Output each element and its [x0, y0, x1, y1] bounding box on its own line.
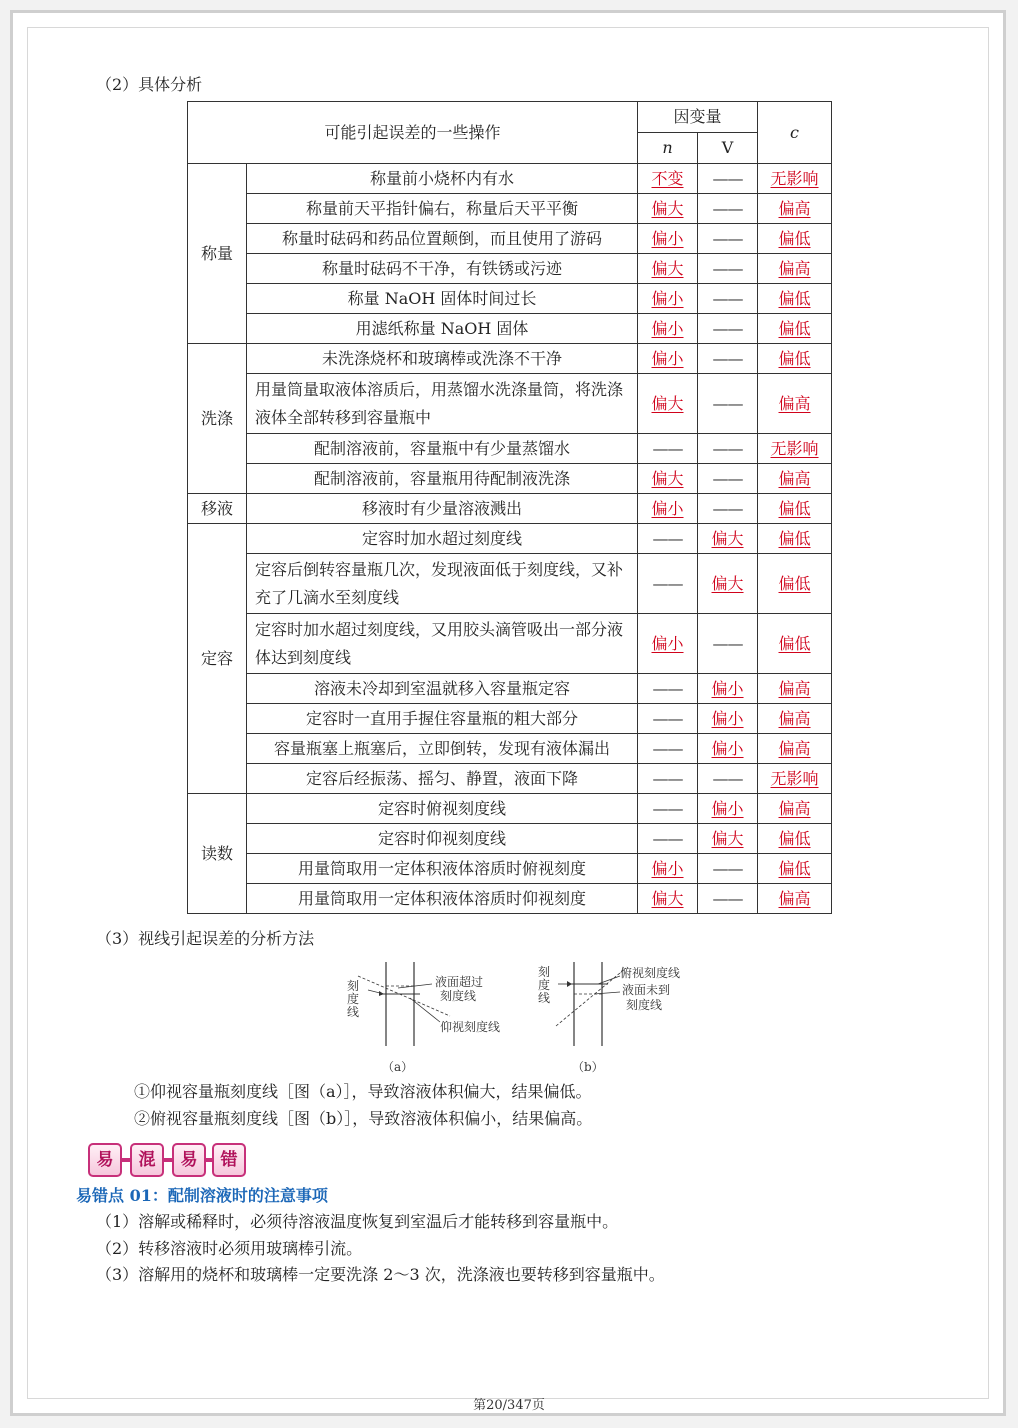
n-effect-cell — [638, 224, 698, 254]
table-row — [188, 254, 832, 284]
c-effect-cell — [758, 344, 832, 374]
c-effect-value: 偏高 — [778, 469, 811, 488]
n-effect-cell — [638, 464, 698, 494]
v-effect-value: —— — [712, 229, 743, 248]
table-body — [188, 164, 832, 914]
n-effect-value: —— — [652, 574, 683, 593]
table-row — [188, 434, 832, 464]
n-effect-cell — [638, 494, 698, 524]
c-effect-cell — [758, 254, 832, 284]
n-effect-cell — [638, 734, 698, 764]
c-effect-value: 偏低 — [778, 859, 811, 878]
v-effect-value: 偏大 — [711, 529, 744, 548]
table-row — [188, 314, 832, 344]
table-row — [188, 224, 832, 254]
v-effect-cell — [698, 374, 758, 434]
n-effect-cell — [638, 614, 698, 674]
c-effect-value: 偏低 — [778, 499, 811, 518]
v-effect-cell — [698, 854, 758, 884]
badge-hun: 混 — [130, 1143, 164, 1177]
figure-b-label-mid2: 刻度线 — [626, 998, 663, 1012]
figure-b-caption: （b） — [572, 1060, 604, 1074]
c-effect-cell — [758, 434, 832, 464]
v-effect-value: —— — [712, 769, 743, 788]
c-effect-cell — [758, 554, 832, 614]
c-effect-cell — [758, 494, 832, 524]
n-effect-value: —— — [652, 529, 683, 548]
c-effect-value: 偏低 — [778, 319, 811, 338]
group-label: 定容 — [188, 524, 247, 794]
n-effect-value: 偏小 — [651, 319, 684, 338]
v-effect-value: —— — [712, 199, 743, 218]
v-effect-value: —— — [712, 394, 743, 413]
c-effect-cell — [758, 284, 832, 314]
operation-cell: 称量前小烧杯内有水 — [247, 164, 638, 194]
c-effect-cell — [758, 854, 832, 884]
note-2: ②俯视容量瓶刻度线［图（b）］，导致溶液体积偏小，结果偏高。 — [134, 1109, 593, 1128]
n-effect-cell — [638, 164, 698, 194]
c-effect-value: 偏低 — [778, 829, 811, 848]
table-row — [188, 614, 832, 674]
v-effect-value: 偏大 — [711, 829, 744, 848]
n-effect-cell — [638, 884, 698, 914]
v-effect-cell — [698, 314, 758, 344]
group-label: 称量 — [188, 164, 247, 344]
table-row — [188, 524, 832, 554]
figure-a-label-top2: 刻度线 — [440, 989, 477, 1003]
figure-b-label-top: 俯视刻度线 — [620, 966, 681, 980]
n-effect-value: 偏小 — [651, 499, 684, 518]
n-effect-cell — [638, 524, 698, 554]
v-effect-cell — [698, 794, 758, 824]
n-effect-value: 偏小 — [651, 229, 684, 248]
c-effect-cell — [758, 884, 832, 914]
table-row — [188, 854, 832, 884]
operation-cell: 移液时有少量溶液溅出 — [247, 494, 638, 524]
v-effect-cell — [698, 254, 758, 284]
n-effect-value: 偏大 — [651, 259, 684, 278]
table-row — [188, 734, 832, 764]
operation-cell: 定容时一直用手握住容量瓶的粗大部分 — [247, 704, 638, 734]
c-effect-value: 偏高 — [778, 259, 811, 278]
v-effect-value: —— — [712, 349, 743, 368]
operation-cell: 称量前天平指针偏右，称量后天平平衡 — [247, 194, 638, 224]
v-effect-value: —— — [712, 439, 743, 458]
n-effect-cell — [638, 254, 698, 284]
c-effect-value: 偏低 — [778, 574, 811, 593]
error-point-item: （3）溶解用的烧杯和玻璃棒一定要洗涤 2～3 次，洗涤液也要转移到容量瓶中。 — [96, 1265, 665, 1284]
table-row — [188, 764, 832, 794]
c-effect-cell — [758, 824, 832, 854]
n-effect-value: 偏小 — [651, 289, 684, 308]
n-effect-cell — [638, 764, 698, 794]
operation-cell: 溶液未冷却到室温就移入容量瓶定容 — [247, 674, 638, 704]
c-effect-value: 偏低 — [778, 634, 811, 653]
table-row — [188, 374, 832, 434]
header-operations: 可能引起误差的一些操作 — [188, 102, 638, 164]
c-effect-cell — [758, 674, 832, 704]
operation-cell: 定容时俯视刻度线 — [247, 794, 638, 824]
table-row — [188, 824, 832, 854]
n-effect-cell — [638, 284, 698, 314]
v-effect-value: —— — [712, 169, 743, 188]
c-effect-value: 偏低 — [778, 289, 811, 308]
error-point-title: 易错点 01：配制溶液时的注意事项 — [76, 1186, 328, 1205]
n-effect-cell — [638, 434, 698, 464]
c-effect-cell — [758, 374, 832, 434]
c-effect-cell — [758, 224, 832, 254]
n-effect-value: 偏大 — [651, 394, 684, 413]
operation-cell: 定容时仰视刻度线 — [247, 824, 638, 854]
figure-a-caption: （a） — [382, 1060, 414, 1074]
n-effect-cell — [638, 704, 698, 734]
operation-cell: 用滤纸称量 NaOH 固体 — [247, 314, 638, 344]
n-effect-value: 偏小 — [651, 634, 684, 653]
n-effect-cell — [638, 344, 698, 374]
n-effect-value: —— — [652, 799, 683, 818]
section-3-title: （3）视线引起误差的分析方法 — [96, 929, 315, 948]
operation-cell: 配制溶液前，容量瓶中有少量蒸馏水 — [247, 434, 638, 464]
v-effect-value: —— — [712, 259, 743, 278]
c-effect-cell — [758, 704, 832, 734]
v-effect-value: 偏大 — [711, 574, 744, 593]
badge-yi-1: 易 — [88, 1143, 122, 1177]
table-row — [188, 884, 832, 914]
v-effect-cell — [698, 824, 758, 854]
c-effect-value: 无影响 — [770, 769, 819, 788]
c-effect-cell — [758, 734, 832, 764]
operation-cell: 称量时砝码不干净，有铁锈或污迹 — [247, 254, 638, 284]
v-effect-value: 偏小 — [711, 709, 744, 728]
v-effect-cell — [698, 494, 758, 524]
figure-a-side-label: 刻度线 — [347, 979, 360, 1019]
v-effect-cell — [698, 464, 758, 494]
v-effect-cell — [698, 884, 758, 914]
table-row — [188, 794, 832, 824]
v-effect-value: —— — [712, 499, 743, 518]
figure-b-side-label: 刻度线 — [538, 965, 551, 1005]
page-number: 第20/347页 — [473, 1398, 545, 1413]
header-v: V — [698, 133, 758, 164]
n-effect-cell — [638, 854, 698, 884]
n-effect-cell — [638, 374, 698, 434]
n-effect-value: —— — [652, 739, 683, 758]
operation-cell: 称量时砝码和药品位置颠倒，而且使用了游码 — [247, 224, 638, 254]
n-effect-value: 偏小 — [651, 349, 684, 368]
v-effect-cell — [698, 764, 758, 794]
n-effect-value: 偏大 — [651, 469, 684, 488]
c-effect-cell — [758, 794, 832, 824]
header-c: c — [758, 102, 832, 164]
badge-connector — [122, 1158, 130, 1162]
operation-cell: 定容后经振荡、摇匀、静置，液面下降 — [247, 764, 638, 794]
note-1: ①仰视容量瓶刻度线［图（a）］，导致溶液体积偏大，结果偏低。 — [134, 1082, 592, 1101]
c-effect-value: 无影响 — [770, 169, 819, 188]
n-effect-value: —— — [652, 679, 683, 698]
n-effect-value: —— — [652, 709, 683, 728]
c-effect-cell — [758, 164, 832, 194]
v-effect-cell — [698, 224, 758, 254]
c-effect-cell — [758, 524, 832, 554]
v-effect-cell — [698, 164, 758, 194]
v-effect-cell — [698, 284, 758, 314]
badge-cuo: 错 — [212, 1143, 246, 1177]
figure-a-diagram — [340, 956, 520, 1076]
n-effect-value: —— — [652, 829, 683, 848]
c-effect-cell — [758, 464, 832, 494]
c-effect-value: 偏低 — [778, 229, 811, 248]
error-point-item: （2）转移溶液时必须用玻璃棒引流。 — [96, 1239, 363, 1258]
operation-cell: 配制溶液前，容量瓶用待配制液洗涤 — [247, 464, 638, 494]
v-effect-cell — [698, 554, 758, 614]
figure-b-label-mid: 液面未到 — [622, 983, 671, 997]
v-effect-value: —— — [712, 289, 743, 308]
v-effect-cell — [698, 734, 758, 764]
operation-cell: 定容后倒转容量瓶几次，发现液面低于刻度线，又补充了几滴水至刻度线 — [247, 554, 638, 614]
error-analysis-table — [187, 101, 832, 914]
n-effect-cell — [638, 794, 698, 824]
n-effect-cell — [638, 674, 698, 704]
operation-cell: 定容时加水超过刻度线，又用胶头滴管吸出一部分液体达到刻度线 — [247, 614, 638, 674]
c-effect-value: 偏高 — [778, 394, 811, 413]
v-effect-value: —— — [712, 889, 743, 908]
v-effect-value: 偏小 — [711, 679, 744, 698]
c-effect-value: 偏高 — [778, 709, 811, 728]
badge-connector — [164, 1158, 172, 1162]
table-row — [188, 704, 832, 734]
c-effect-cell — [758, 194, 832, 224]
c-effect-value: 偏低 — [778, 349, 811, 368]
figure-a-label-top: 液面超过 — [435, 975, 484, 989]
n-effect-cell — [638, 554, 698, 614]
operation-cell: 未洗涤烧杯和玻璃棒或洗涤不干净 — [247, 344, 638, 374]
group-label: 洗涤 — [188, 344, 247, 494]
c-effect-value: 偏高 — [778, 889, 811, 908]
n-effect-value: 偏大 — [651, 889, 684, 908]
operation-cell: 用量筒取用一定体积液体溶质时俯视刻度 — [247, 854, 638, 884]
n-effect-cell — [638, 314, 698, 344]
operation-cell: 用量筒取用一定体积液体溶质时仰视刻度 — [247, 884, 638, 914]
c-effect-cell — [758, 764, 832, 794]
v-effect-cell — [698, 704, 758, 734]
c-effect-value: 偏低 — [778, 529, 811, 548]
error-point-item: （1）溶解或稀释时，必须待溶液温度恢复到室温后才能转移到容量瓶中。 — [96, 1212, 619, 1231]
c-effect-value: 偏高 — [778, 799, 811, 818]
n-effect-value: 偏大 — [651, 199, 684, 218]
n-effect-cell — [638, 824, 698, 854]
c-effect-cell — [758, 614, 832, 674]
operation-cell: 称量 NaOH 固体时间过长 — [247, 284, 638, 314]
v-effect-value: —— — [712, 859, 743, 878]
operation-cell: 容量瓶塞上瓶塞后，立即倒转，发现有液体漏出 — [247, 734, 638, 764]
operation-cell: 定容时加水超过刻度线 — [247, 524, 638, 554]
section-2-title: （2）具体分析 — [96, 75, 203, 94]
operation-cell: 用量筒量取液体溶质后，用蒸馏水洗涤量筒，将洗涤液体全部转移到容量瓶中 — [247, 374, 638, 434]
n-effect-value: —— — [652, 769, 683, 788]
n-effect-cell — [638, 194, 698, 224]
c-effect-value: 偏高 — [778, 739, 811, 758]
table-row — [188, 494, 832, 524]
v-effect-value: —— — [712, 469, 743, 488]
c-effect-value: 偏高 — [778, 199, 811, 218]
table-row — [188, 344, 832, 374]
table-row — [188, 284, 832, 314]
v-effect-value: 偏小 — [711, 799, 744, 818]
c-effect-value: 无影响 — [770, 439, 819, 458]
table-row — [188, 674, 832, 704]
n-effect-value: —— — [652, 439, 683, 458]
v-effect-cell — [698, 434, 758, 464]
table-row — [188, 164, 832, 194]
table-row — [188, 194, 832, 224]
figure-a-label-bottom: 仰视刻度线 — [440, 1020, 501, 1034]
v-effect-cell — [698, 524, 758, 554]
table-row — [188, 554, 832, 614]
header-n: n — [638, 133, 698, 164]
c-effect-value: 偏高 — [778, 679, 811, 698]
v-effect-cell — [698, 344, 758, 374]
n-effect-value: 不变 — [651, 169, 684, 188]
v-effect-value: —— — [712, 634, 743, 653]
c-effect-cell — [758, 314, 832, 344]
n-effect-value: 偏小 — [651, 859, 684, 878]
v-effect-cell — [698, 674, 758, 704]
v-effect-cell — [698, 194, 758, 224]
group-label: 移液 — [188, 494, 247, 524]
header-variables: 因变量 — [638, 102, 758, 133]
table-row — [188, 464, 832, 494]
v-effect-value: —— — [712, 319, 743, 338]
v-effect-value: 偏小 — [711, 739, 744, 758]
badge-yi-2: 易 — [172, 1143, 206, 1177]
group-label: 读数 — [188, 794, 247, 914]
v-effect-cell — [698, 614, 758, 674]
